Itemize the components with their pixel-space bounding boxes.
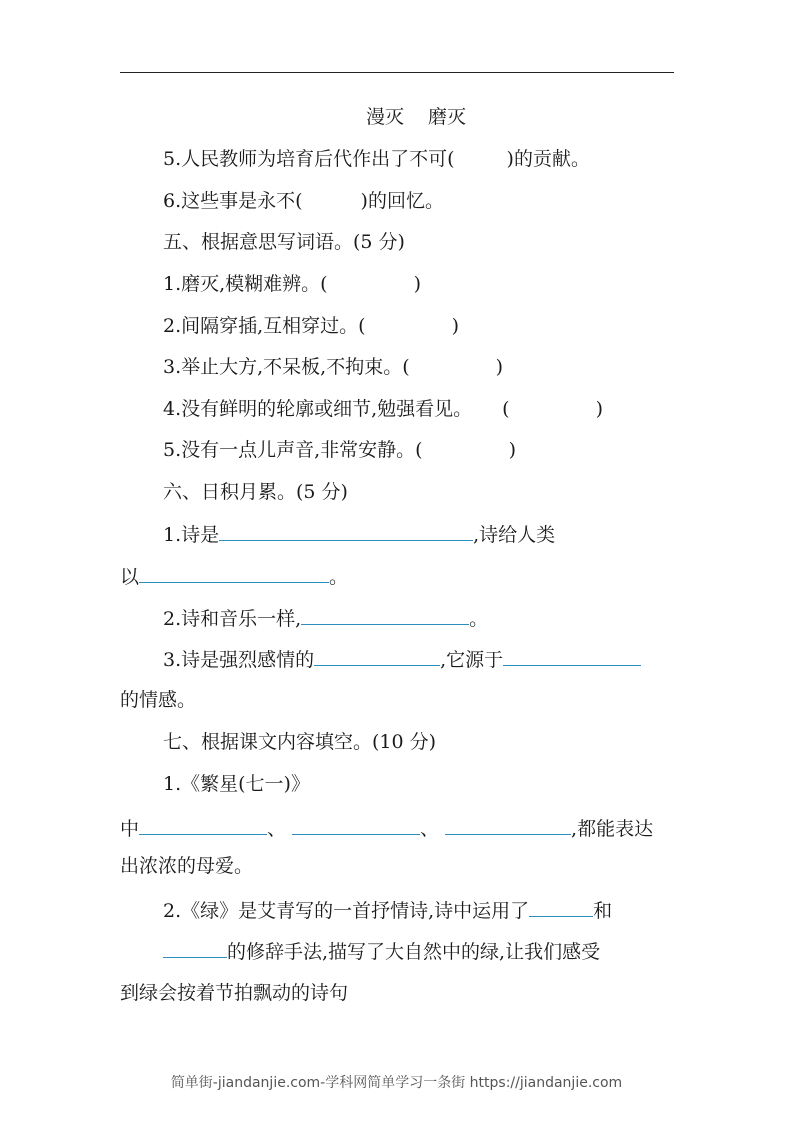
word-b: 磨灭 bbox=[428, 106, 467, 128]
q4-6-tail: )的回忆。 bbox=[360, 190, 444, 212]
q-text: 。 bbox=[469, 608, 489, 630]
word-a: 漫灭 bbox=[366, 106, 405, 128]
section-7-q2-cont bbox=[163, 937, 600, 965]
item-text: 5.没有一点儿声音,非常安静。( bbox=[163, 439, 423, 461]
item-text: 4.没有鲜明的轮廓或细节,勉强看见。 bbox=[163, 398, 473, 420]
item-tail: ) bbox=[595, 398, 604, 420]
q-text: 的修辞手法,描写了大自然中的绿,让我们感受 bbox=[227, 941, 601, 963]
section-5-item-5 bbox=[163, 437, 516, 463]
fill-blank[interactable] bbox=[163, 937, 227, 958]
section-7-q1-blanks bbox=[120, 814, 653, 842]
section-7-title: 七、根据课文内容填空。(10 分) bbox=[163, 731, 437, 753]
item-text: 3.举止大方,不呆板,不拘束。( bbox=[163, 356, 410, 378]
section-7-q2-cont2: 到绿会按着节拍飘动的诗句 bbox=[120, 982, 349, 1004]
item-tail: ) bbox=[495, 356, 504, 378]
question-4-6 bbox=[163, 188, 444, 214]
q-text: 中 bbox=[120, 818, 140, 840]
section-5-item-3 bbox=[163, 354, 503, 380]
section-6-q3-cont: 的情感。 bbox=[120, 689, 197, 711]
item-open: ( bbox=[502, 398, 510, 420]
question-4-5 bbox=[163, 146, 590, 172]
section-5-item-2 bbox=[163, 313, 459, 339]
q-text: 、 bbox=[267, 818, 287, 840]
q4-5-tail: )的贡献。 bbox=[506, 148, 590, 170]
fill-blank[interactable] bbox=[314, 645, 440, 666]
section-5-item-1 bbox=[163, 271, 421, 297]
fill-blank[interactable] bbox=[529, 896, 593, 917]
fill-blank[interactable] bbox=[292, 814, 420, 835]
top-rule bbox=[120, 72, 674, 73]
section-6-title: 六、日积月累。(5 分) bbox=[163, 481, 348, 503]
section-7-q1-cont: 出浓浓的母爱。 bbox=[120, 855, 254, 877]
section-6-q1 bbox=[163, 520, 555, 548]
section-6-q2 bbox=[163, 604, 488, 632]
q-text: 3.诗是强烈感情的 bbox=[163, 649, 315, 671]
section-5-title: 五、根据意思写词语。(5 分) bbox=[163, 231, 405, 253]
fill-blank[interactable] bbox=[219, 520, 473, 541]
q-text: ,诗给人类 bbox=[473, 524, 556, 546]
fill-blank[interactable] bbox=[139, 562, 329, 583]
q-text: 和 bbox=[593, 900, 613, 922]
item-text: 1.磨灭,模糊难辨。( bbox=[163, 273, 328, 295]
item-text: 2.间隔穿插,互相穿过。( bbox=[163, 315, 366, 337]
fill-blank[interactable] bbox=[301, 604, 469, 625]
q-text: 2.诗和音乐一样, bbox=[163, 608, 302, 630]
section-6-q1-cont bbox=[120, 562, 348, 590]
q-text: ,都能表达 bbox=[571, 818, 654, 840]
q4-5-text: 5.人民教师为培育后代作出了不可( bbox=[163, 148, 455, 170]
section-7-q2 bbox=[163, 896, 612, 924]
q-text: ,它源于 bbox=[440, 649, 504, 671]
q-text: 。 bbox=[329, 566, 349, 588]
q-text: 以 bbox=[120, 566, 140, 588]
section-6-q3 bbox=[163, 645, 641, 673]
footer-watermark: 简单街-jiandanjie.com-学科网简单学习一条街 https://jiandanjie.com bbox=[170, 1075, 623, 1091]
q-text: 1.诗是 bbox=[163, 524, 220, 546]
q-text: 、 bbox=[420, 818, 440, 840]
section-5-item-4 bbox=[163, 396, 603, 422]
item-tail: ) bbox=[413, 273, 422, 295]
fill-blank[interactable] bbox=[503, 645, 641, 666]
item-tail: ) bbox=[508, 439, 517, 461]
header-words bbox=[366, 104, 466, 130]
q-text: 2.《绿》是艾青写的一首抒情诗,诗中运用了 bbox=[163, 900, 530, 922]
fill-blank[interactable] bbox=[139, 814, 267, 835]
fill-blank[interactable] bbox=[445, 814, 571, 835]
item-tail: ) bbox=[451, 315, 460, 337]
section-7-q1: 1.《繁星(七一)》 bbox=[163, 773, 310, 795]
q4-6-text: 6.这些事是永不( bbox=[163, 190, 303, 212]
